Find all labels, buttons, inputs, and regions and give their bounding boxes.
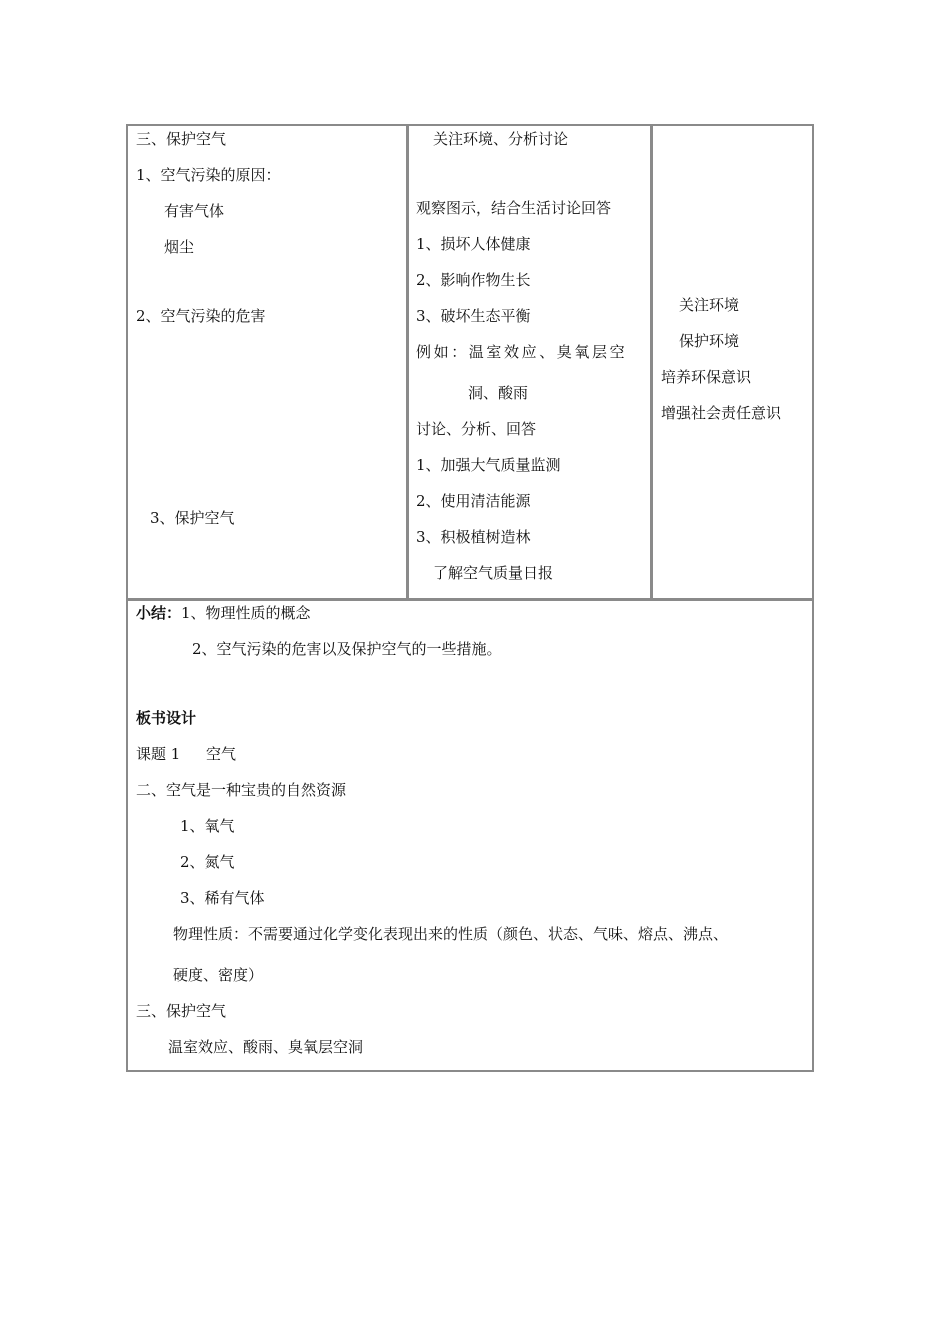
- col1-harm-title: 2、空气污染的危害: [136, 307, 266, 325]
- board-item-1: 1、氧气: [180, 817, 235, 835]
- board-section-3: 三、保护空气: [136, 1002, 227, 1020]
- col2-daily-report: 了解空气质量日报: [433, 564, 554, 582]
- board-effects: 温室效应、酸雨、臭氧层空洞: [168, 1038, 364, 1056]
- summary-line-1: [136, 603, 311, 623]
- col2-harm-2: 2、影响作物生长: [416, 271, 531, 289]
- col3-goal-4: 增强社会责任意识: [661, 404, 782, 422]
- col2-harm-3: 3、破坏生态平衡: [416, 307, 531, 325]
- summary-label: 小结：: [136, 604, 182, 622]
- col1-cause-title: 1、空气污染的原因：: [136, 166, 281, 184]
- board-item-2: 2、氮气: [180, 853, 235, 871]
- board-lesson-name: 空气: [206, 745, 237, 763]
- board-lesson: 课题 1: [136, 745, 181, 763]
- col2-observe: 观察图示，结合生活讨论回答: [416, 199, 612, 217]
- row-divider: [126, 598, 814, 601]
- col2-harm-1: 1、损坏人体健康: [416, 235, 531, 253]
- col2-measure-2: 2、使用清洁能源: [416, 492, 531, 510]
- col1-cause-1: 有害气体: [164, 202, 225, 220]
- col2-measure-1: 1、加强大气质量监测: [416, 456, 561, 474]
- col2-activity: 关注环境、分析讨论: [433, 130, 569, 148]
- col1-protect-title: 3、保护空气: [150, 509, 235, 527]
- board-item-3: 3、稀有气体: [180, 889, 265, 907]
- board-physical-line-2: 硬度、密度）: [173, 966, 264, 984]
- column-divider-1: [406, 124, 409, 600]
- col2-example-line-1: 例如：温室效应、臭氧层空: [416, 343, 628, 361]
- col1-cause-2: 烟尘: [164, 238, 195, 256]
- col2-measure-3: 3、积极植树造林: [416, 528, 531, 546]
- board-physical-line-1: 物理性质：不需要通过化学变化表现出来的性质（颜色、状态、气味、熔点、沸点、: [173, 925, 729, 943]
- board-section-2: 二、空气是一种宝贵的自然资源: [136, 781, 347, 799]
- summary-item-1: 1、物理性质的概念: [181, 604, 311, 622]
- col2-example-line-2: 洞、酸雨: [468, 384, 529, 402]
- col2-discuss: 讨论、分析、回答: [416, 420, 537, 438]
- col1-heading: 三、保护空气: [136, 130, 227, 148]
- col3-goal-3: 培养环保意识: [661, 368, 752, 386]
- board-title: 板书设计: [136, 709, 197, 727]
- col3-goal-2: 保护环境: [679, 332, 740, 350]
- col3-goal-1: 关注环境: [679, 296, 740, 314]
- column-divider-2: [650, 124, 653, 600]
- summary-item-2: 2、空气污染的危害以及保护空气的一些措施。: [192, 640, 502, 658]
